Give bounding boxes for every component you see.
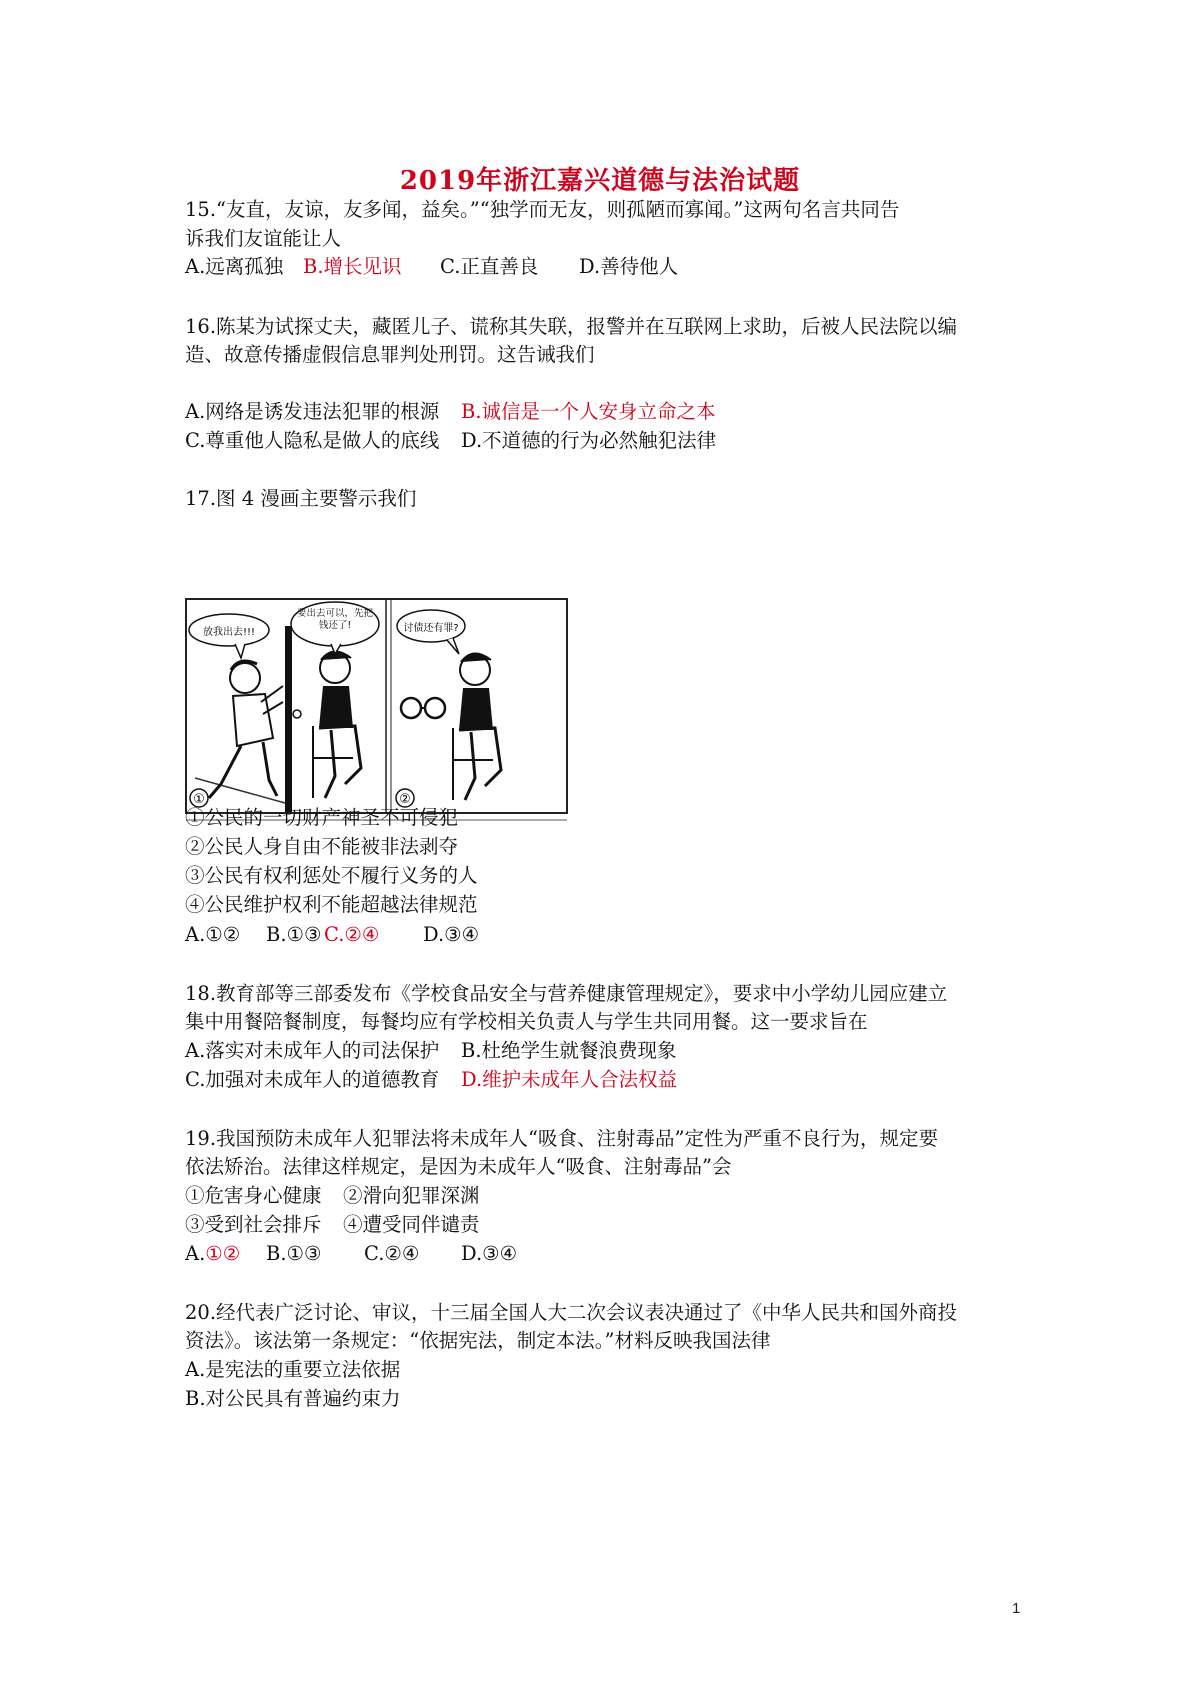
q17-statement-3: ③公民有权利惩处不履行义务的人 — [185, 864, 478, 887]
comic-bubble-3: 讨债还有罪? — [403, 623, 459, 634]
q19-stem-line2: 依法矫治。法律这样规定，是因为未成年人“吸食、注射毒品”会 — [185, 1155, 732, 1178]
q19-statement-3: ③受到社会排斥 — [185, 1213, 322, 1236]
q15-stem-line2: 诉我们友谊能让人 — [185, 227, 342, 250]
q15-stem-line1: 15.“友直，友谅，友多闻，益矣。”“独学而无友，则孤陋而寡闻。”这两句名言共同告 — [185, 198, 900, 221]
q20-stem-line1: 20.经代表广泛讨论、审议，十三届全国人大二次会议表决通过了《中华人民共和国外商投 — [185, 1301, 958, 1324]
q19-option-a-answer: ①② — [205, 1242, 241, 1265]
q19-option-b: B.①③ — [266, 1242, 322, 1265]
q20-option-b: B.对公民具有普遍约束力 — [185, 1387, 401, 1410]
q15-option-a: A.远离孤独 — [185, 255, 284, 278]
comic-panel-1-label: ① — [193, 792, 205, 807]
q19-statement-1: ①危害身心健康 — [185, 1184, 322, 1207]
q17-option-b: B.①③ — [266, 923, 322, 946]
comic-bubble-1: 放我出去!!! — [202, 627, 256, 638]
page-number: 1 — [1012, 1600, 1021, 1617]
q15-option-b-answer: B.增长见识 — [303, 255, 402, 278]
comic-figure — [185, 598, 568, 832]
q16-option-d: D.不道德的行为必然触犯法律 — [461, 429, 717, 452]
q20-option-a: A.是宪法的重要立法依据 — [185, 1358, 401, 1381]
q19-option-c: C.②④ — [364, 1242, 420, 1265]
q17-option-a: A.①② — [185, 923, 241, 946]
q18-option-d-answer: D.维护未成年人合法权益 — [461, 1068, 678, 1091]
q15-option-d: D.善待他人 — [579, 255, 679, 278]
q17-stem: 17.图 4 漫画主要警示我们 — [185, 487, 417, 510]
q19-option-a: A.①② — [185, 1242, 241, 1265]
q19-option-d: D.③④ — [461, 1242, 518, 1265]
q17-statement-2: ②公民人身自由不能被非法剥夺 — [185, 835, 459, 858]
q15-option-c: C.正直善良 — [440, 255, 539, 278]
q19-statement-4: ④遭受同伴谴责 — [343, 1213, 480, 1236]
q17-option-c-answer: C.②④ — [324, 923, 380, 946]
q16-option-c: C.尊重他人隐私是做人的底线 — [185, 429, 440, 452]
q20-stem-line2: 资法》。该法第一条规定：“依据宪法，制定本法。”材料反映我国法律 — [185, 1329, 771, 1352]
q17-option-d: D.③④ — [423, 923, 480, 946]
comic-panel-2-label: ② — [399, 792, 411, 807]
q18-stem-line2: 集中用餐陪餐制度，每餐均应有学校相关负责人与学生共同用餐。这一要求旨在 — [185, 1010, 868, 1033]
comic-bubble-2: 要出去可以，先把钱还了! — [297, 608, 373, 631]
q16-option-a: A.网络是诱发违法犯罪的根源 — [185, 400, 440, 423]
q18-option-b: B.杜绝学生就餐浪费现象 — [461, 1039, 677, 1062]
q16-stem-line2: 造、故意传播虚假信息罪判处刑罚。这告诫我们 — [185, 343, 595, 366]
q17-statement-1: ①公民的一切财产神圣不可侵犯 — [185, 806, 459, 829]
q16-option-b-answer: B.诚信是一个人安身立命之本 — [461, 400, 716, 423]
page-title: 2019年浙江嘉兴道德与法治试题 — [399, 166, 801, 196]
q18-option-a: A.落实对未成年人的司法保护 — [185, 1039, 440, 1062]
q16-stem-line1: 16.陈某为试探丈夫，藏匿儿子、谎称其失联，报警并在互联网上求助，后被人民法院以编 — [185, 315, 958, 338]
q19-statement-2: ②滑向犯罪深渊 — [343, 1184, 480, 1207]
q18-option-c: C.加强对未成年人的道德教育 — [185, 1068, 440, 1091]
q19-stem-line1: 19.我国预防未成年人犯罪法将未成年人“吸食、注射毒品”定性为严重不良行为，规定要 — [185, 1127, 938, 1150]
q17-statement-4: ④公民维护权利不能超越法律规范 — [185, 893, 478, 916]
q18-stem-line1: 18.教育部等三部委发布《学校食品安全与营养健康管理规定》，要求中小学幼儿园应建立 — [185, 982, 948, 1005]
